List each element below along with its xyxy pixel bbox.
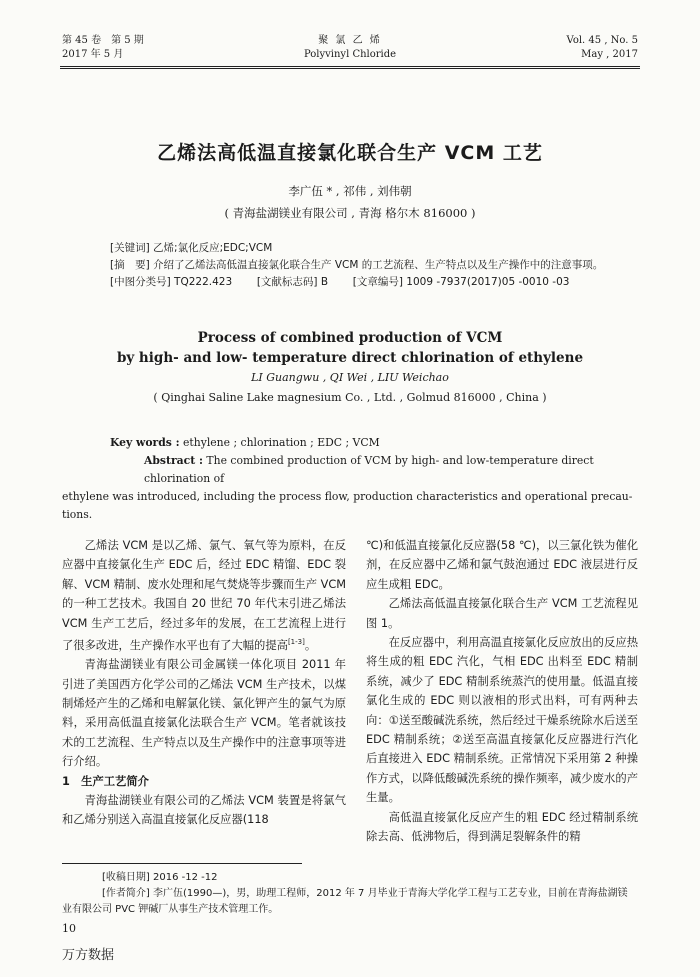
journal-volume-en bbox=[567, 34, 638, 62]
abstract-zh: [摘 要] 介绍了乙烯法高低温直接氯化联合生产 VCM 的工艺流程、生产特点以及生产操作中的注意事项。 bbox=[110, 259, 604, 271]
left-paragraph-3: 青海盐湖镁业有限公司的乙烯法 VCM 装置是将氯气和乙烯分别送入高温直接氯化反应器(118 bbox=[62, 794, 346, 827]
volume-issue-en: Vol. 45 , No. 5 bbox=[566, 35, 638, 46]
keywords-en: ethylene ; chlorination ; EDC ; VCM bbox=[183, 436, 380, 449]
publish-date-en: May , 2017 bbox=[581, 49, 638, 60]
left-paragraph-2: 青海盐湖镁业有限公司金属镁一体化项目 2011 年引进了美国西方化学公司的乙烯法 VCM 生产技术，以煤制烯烃产生的乙烯和电解氯化镁、氯化钾产生的氯气为原料，采用高低温直接氯化法联合生产 VCM。笔者就该技术的工艺流程、生产特点以及生产操作中的注意事项等进行介绍。 bbox=[62, 658, 346, 769]
abstract-en-line1: The combined production of VCM by high- and low-temperature direct chlorination of bbox=[144, 454, 594, 485]
article-number: [文章编号] 1009 -7937(2017)05 -0010 -03 bbox=[352, 276, 570, 288]
abstract-en-line3: tions. bbox=[62, 508, 93, 521]
right-column bbox=[366, 536, 638, 847]
author-bio-line2: 业有限公司 PVC 钾碱厂从事生产技术管理工作。 bbox=[62, 904, 279, 915]
header-rule bbox=[60, 66, 640, 67]
footnote-rule bbox=[62, 863, 302, 864]
journal-name bbox=[250, 34, 450, 62]
right-paragraph-3: 在反应器中，利用高温直接氯化反应放出的反应热将生成的粗 EDC 汽化，气相 EDC 出料至 EDC 精制系统，减少了 EDC 精制系统蒸汽的使用量。低温直接氯化生成的 EDC 则以液相的形式出料，可有两种去向：①送至酸碱洗系统，然后经过干燥系统除水后送至 EDC 精制系统；②送至高温直接氯化反应器进行汽化后直接进入 EDC 精制系统。正常情况下采用第 2 种操作方式，以降低酸碱洗系统的操作频率，减少废水的产生量。 bbox=[366, 636, 638, 805]
watermark: 万方数据 bbox=[62, 948, 115, 963]
abstract-en-line2: ethylene was introduced, including the process flow, production characteristics and operational precau- bbox=[62, 490, 633, 503]
doc-code: [文献标志码] B bbox=[256, 276, 329, 288]
journal-name-en: Polyvinyl Chloride bbox=[303, 49, 397, 60]
keywords-en-label: Key words : bbox=[110, 436, 180, 449]
header-rule-thin bbox=[60, 68, 640, 69]
left-column bbox=[62, 536, 346, 830]
clc-number: [中图分类号] TQ222.423 bbox=[110, 276, 233, 288]
received-date: [收稿日期] 2016 -12 -12 bbox=[102, 872, 218, 883]
author-bio-line1: [作者简介] 李广伍(1990—)，男，助理工程师，2012 年 7 月毕业于青海大学化学工程与工艺专业，目前在青海盐湖镁 bbox=[102, 888, 628, 899]
footnote bbox=[62, 870, 638, 918]
english-title-line1: Process of combined production of VCM bbox=[197, 330, 503, 346]
authors-zh: 李广伍 * , 祁伟 , 刘伟朝 bbox=[288, 184, 412, 198]
abstract-en-label: Abstract : bbox=[144, 454, 203, 467]
left-paragraph-1 bbox=[62, 536, 346, 655]
right-paragraph-4: 高低温直接氯化反应产生的粗 EDC 经过精制系统除去高、低沸物后，得到满足裂解条件的精 bbox=[366, 810, 638, 844]
affiliation-en: ( Qinghai Saline Lake magnesium Co. , Ltd. , Golmud 816000 , China ) bbox=[153, 391, 547, 404]
en-abstract bbox=[62, 452, 634, 524]
classification-line bbox=[110, 274, 630, 291]
reference-marker: [1-3] bbox=[287, 638, 305, 647]
affiliation-zh: ( 青海盐湖镁业有限公司 , 青海 格尔木 816000 ) bbox=[224, 206, 476, 220]
publish-date: 2017 年 5 月 bbox=[62, 49, 124, 60]
english-title-line2: by high- and low- temperature direct chlorination of ethylene bbox=[116, 350, 584, 366]
section-heading-1: 1 生产工艺简介 bbox=[62, 774, 149, 788]
page-number: 10 bbox=[62, 922, 76, 935]
volume-issue: 第 45 卷 第 5 期 bbox=[62, 35, 144, 46]
keywords-zh: [关键词] 乙烯;氯化反应;EDC;VCM bbox=[110, 242, 273, 254]
right-paragraph-1: ℃)和低温直接氯化反应器(58 ℃)，以三氯化铁为催化剂，在反应器中乙烯和氯气鼓泡通过 EDC 液层进行反应生成粗 EDC。 bbox=[366, 539, 638, 591]
page-title: 乙烯法高低温直接氯化联合生产 VCM 工艺 bbox=[157, 142, 543, 164]
journal-name-zh: 聚 氯 乙 烯 bbox=[318, 35, 382, 46]
zh-meta bbox=[110, 240, 630, 291]
left-p1-text: 乙烯法 VCM 是以乙烯、氯气、氧气等为原料，在反应器中直接氯化生产 EDC 后，经过 EDC 精馏、EDC 裂解、VCM 精制、废水处理和尾气焚烧等步骤而生产 VCM 的一种工艺技术。我国自 20 世纪 70 年代末引进乙烯法 VCM 生产工艺后，经过多年的发展，在工艺流程上进行了很多改进，生产操作水平也有了大幅的提高 bbox=[62, 539, 346, 652]
authors-en: LI Guangwu , QI Wei , LIU Weichao bbox=[251, 371, 449, 384]
journal-volume-info bbox=[62, 34, 144, 62]
en-keywords bbox=[110, 434, 630, 452]
left-p1-end: 。 bbox=[304, 638, 317, 652]
right-paragraph-2: 乙烯法高低温直接氯化联合生产 VCM 工艺流程见图 1。 bbox=[366, 597, 638, 630]
